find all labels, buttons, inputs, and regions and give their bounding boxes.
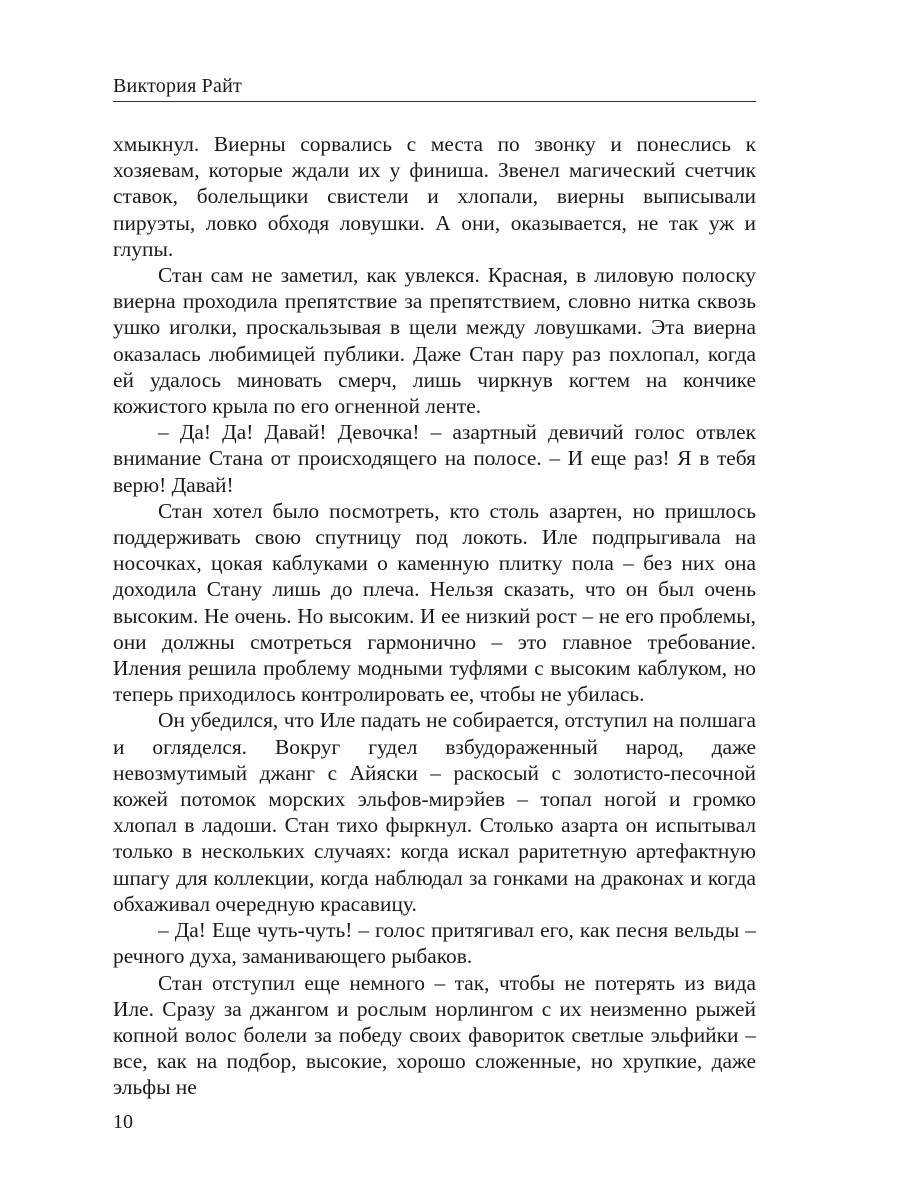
running-head-author: Виктория Райт	[113, 75, 242, 97]
body-text	[113, 131, 756, 1101]
paragraph: Стан сам не заметил, как увлекся. Красная, в лиловую полоску виерна проходила препятствие за препятствием, словно нитка сквозь ушко иголки, проскальзывая в щели между ловушками. Эта виерна оказалась любимицей публики. Даже Стан пару раз похлопал, когда ей удалось миновать смерч, лишь чиркнув когтем на кончике кожистого крыла по его огненной ленте.	[113, 263, 756, 419]
paragraph: – Да! Еще чуть-чуть! – голос притягивал его, как песня вельды – речного духа, заманивающего рыбаков.	[113, 918, 756, 969]
paragraph: Стан хотел было посмотреть, кто столь азартен, но пришлось поддерживать свою спутницу под локоть. Иле подпрыгивала на носочках, цокая каблуками о каменную плитку пола – без них она доходила Стану лишь до плеча. Нельзя сказать, что он был очень высоким. Не очень. Но высоким. И ее низкий рост – не его проблемы, они должны смотреться гармонично – это главное требование. Иления решила проблему модными туфлями с высоким каблуком, но теперь приходилось контролировать ее, чтобы не убилась.	[113, 498, 756, 707]
paragraph: – Да! Да! Давай! Девочка! – азартный девичий голос отвлек внимание Стана от происходящего на полосе. – И еще раз! Я в тебя верю! Давай!	[113, 420, 756, 497]
header-rule	[113, 101, 756, 102]
paragraph: Стан отступил еще немного – так, чтобы не потерять из вида Иле. Сразу за джангом и рослым норлингом с их неизменно рыжей копной волос болели за победу своих фавориток светлые эльфийки – все, как на подбор, высокие, хорошо сложенные, но хрупкие, даже эльфы не	[113, 970, 756, 1100]
paragraph: хмыкнул. Виерны сорвались с места по звонку и понеслись к хозяевам, которые ждали их у финиша. Звенел магический счетчик ставок, болельщики свистели и хлопали, виерны выписывали пируэты, ловко обходя ловушки. А они, оказывается, не так уж и глупы.	[113, 132, 756, 261]
paragraph: Он убедился, что Иле падать не собирается, отступил на полшага и огляделся. Вокруг гудел взбудораженный народ, даже невозмутимый джанг с Айяски – раскосый с золотисто-песочной кожей потомок морских эльфов-мирэйев – топал ногой и громко хлопал в ладоши. Стан тихо фыркнул. Столько азарта он испытывал только в нескольких случаях: когда искал раритетную артефактную шпагу для коллекции, когда наблюдал за гонками на драконах и когда обхаживал очередную красавицу.	[113, 708, 756, 916]
page-number: 10	[113, 1111, 133, 1133]
